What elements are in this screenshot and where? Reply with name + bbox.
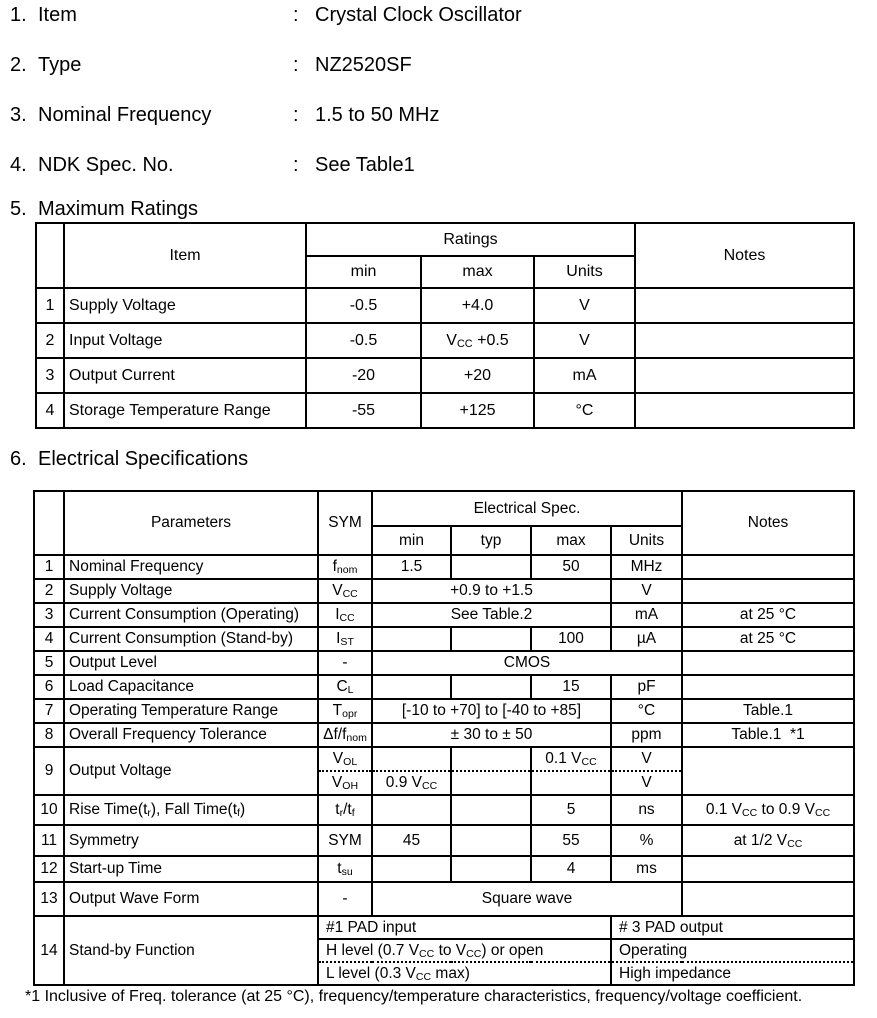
cell-notes [682,747,854,795]
cell-no: 11 [34,825,64,856]
cell-typ [451,555,531,579]
cell-typ [451,747,531,771]
cell-sym: $t_{su}$ [318,856,372,882]
table-row [34,825,854,856]
cell-notes: Table.1 [682,699,854,723]
cell-sym: SYM [318,825,372,856]
cell-min: 45 [372,825,451,856]
item-colon: : [293,154,299,176]
item-number: 4. [10,154,27,176]
cell-no: 8 [34,723,64,747]
cell-param: Current Consumption (Operating) [64,603,318,627]
cell-units: °C [534,393,635,428]
cell-min: -20 [306,358,421,393]
cell-units: ms [611,856,682,882]
section-number: 6. [10,448,27,470]
table-row [34,856,854,882]
cell-no: 2 [36,323,64,358]
cell-param: Nominal Frequency [64,555,318,579]
table-row [34,555,854,579]
header-min: min [372,526,451,555]
item-label: Type [38,54,82,76]
table-row [34,795,854,825]
cell-param: Current Consumption (Stand-by) [64,627,318,651]
header-ratings: Ratings [306,223,635,256]
table-row [34,882,854,916]
header-typ: typ [451,526,531,555]
section-title-text: Electrical Specifications [38,448,249,470]
item-number: 3. [10,104,27,126]
cell-units: mA [534,358,635,393]
cell-spec-span: CMOS [372,651,682,675]
cell-max: 5 [531,795,611,825]
cell-units: ns [611,795,682,825]
cell-item: Output Current [64,358,306,393]
header-blank [36,223,64,288]
header-units: Units [534,256,635,288]
cell-spec-span: [-10 to +70] to [-40 to +85] [372,699,611,723]
cell-units: µA [611,627,682,651]
cell-item: Storage Temperature Range [64,393,306,428]
cell-h-level: H level (0.7 $V_{CC}$ to $V_{CC}$) or open [318,939,611,962]
cell-units: MHz [611,555,682,579]
section-title-text: Maximum Ratings [38,198,199,220]
cell-no: 1 [34,555,64,579]
header-row-1 [36,223,854,256]
cell-notes [635,393,854,428]
cell-notes [682,675,854,699]
cell-notes: Table.1 *1 [682,723,854,747]
header-blank [34,491,64,555]
cell-spec-span: ± 30 to ± 50 [372,723,611,747]
header-units: Units [611,526,682,555]
cell-units: ppm [611,723,682,747]
cell-notes [682,651,854,675]
header-row-1 [34,491,854,526]
cell-max [531,771,611,795]
cell-typ [451,795,531,825]
spec-item-row [0,54,877,104]
header-sym: SYM [318,491,372,555]
cell-max: 100 [531,627,611,651]
cell-sym: $I_{CC}$ [318,603,372,627]
cell-sym: $C_L$ [318,675,372,699]
cell-notes [635,288,854,323]
cell-param: Overall Frequency Tolerance [64,723,318,747]
cell-param: Rise $Time(t_r)$, Fall $Time(t_f)$ [64,795,318,825]
cell-pad-input-header: #1 PAD input [318,916,611,939]
item-value: 1.5 to 50 MHz [315,104,440,126]
cell-param: Start-up Time [64,856,318,882]
section-5-heading [10,198,198,221]
item-number: 2. [10,54,27,76]
cell-pad-output-header: # 3 PAD output [611,916,854,939]
cell-no: 5 [34,651,64,675]
header-parameters: Parameters [64,491,318,555]
item-value: Crystal Clock Oscillator [315,4,522,26]
cell-param: Output Wave Form [64,882,318,916]
cell-max: +20 [421,358,534,393]
table-row [34,603,854,627]
table-row [36,393,854,428]
cell-l-level: L level (0.3 $V_{CC}$ max) [318,962,611,985]
spec-item-row [0,4,877,54]
header-notes: Notes [682,491,854,555]
cell-sym: $t_r/t_f$ [318,795,372,825]
cell-min: -0.5 [306,288,421,323]
cell-no: 4 [34,627,64,651]
cell-max: 0.1 $V_{CC}$ [531,747,611,771]
cell-no: 12 [34,856,64,882]
cell-typ [451,627,531,651]
max-ratings-table [35,222,855,429]
table-row [34,651,854,675]
cell-min: 0.9 $V_{CC}$ [372,771,451,795]
cell-no: 3 [34,603,64,627]
cell-notes: at 25 °C [682,603,854,627]
cell-min: -0.5 [306,323,421,358]
cell-no: 9 [34,747,64,795]
section-number: 5. [10,198,27,220]
cell-param: Output Level [64,651,318,675]
cell-sym: - [318,882,372,916]
cell-sym: $T_{opr}$ [318,699,372,723]
cell-no: 7 [34,699,64,723]
section-6-heading [10,448,248,471]
cell-param: Symmetry [64,825,318,856]
cell-spec-span: +0.9 to +1.5 [372,579,611,603]
cell-notes [682,579,854,603]
cell-units: °C [611,699,682,723]
cell-min [372,747,451,771]
cell-min: 1.5 [372,555,451,579]
cell-sym: $I_{ST}$ [318,627,372,651]
spec-summary-list [0,4,877,204]
cell-l-state: High impedance [611,962,854,985]
cell-min [372,795,451,825]
item-value: See Table1 [315,154,415,176]
table-row [34,916,854,939]
cell-min [372,627,451,651]
cell-typ [451,856,531,882]
table-row [34,723,854,747]
cell-max: $V_{CC} +0.5$ [421,323,534,358]
cell-sym: - [318,651,372,675]
cell-notes [682,856,854,882]
cell-sym: $V_{CC}$ [318,579,372,603]
cell-notes: at 1/2 $V_{CC}$ [682,825,854,856]
cell-max: 55 [531,825,611,856]
cell-notes [635,358,854,393]
table-row [34,699,854,723]
cell-typ [451,825,531,856]
item-number: 1. [10,4,27,26]
cell-no: 1 [36,288,64,323]
cell-units: V [611,747,682,771]
table-row [34,675,854,699]
cell-sym: $f_{nom}$ [318,555,372,579]
electrical-specifications-table [33,490,855,986]
cell-param: Load Capacitance [64,675,318,699]
cell-spec-span: See Table.2 [372,603,611,627]
cell-units: V [611,771,682,795]
item-label: Nominal Frequency [38,104,212,126]
cell-no: 3 [36,358,64,393]
table-row [34,747,854,771]
item-label: Item [38,4,77,26]
cell-units: V [611,579,682,603]
cell-param: Operating Temperature Range [64,699,318,723]
cell-no: 2 [34,579,64,603]
item-label: NDK Spec. No. [38,154,174,176]
cell-notes [635,323,854,358]
header-notes: Notes [635,223,854,288]
cell-sym: $V_{OH}$ [318,771,372,795]
cell-units: % [611,825,682,856]
cell-notes: 0.1 $V_{CC}$ to 0.9 $V_{CC}$ [682,795,854,825]
cell-no: 14 [34,916,64,985]
cell-no: 4 [36,393,64,428]
item-colon: : [293,4,299,26]
item-value: NZ2520SF [315,54,412,76]
cell-typ [451,771,531,795]
cell-item: Input Voltage [64,323,306,358]
table-row [34,579,854,603]
cell-sym: $\Delta f/f_{nom}$ [318,723,372,747]
cell-typ [451,675,531,699]
cell-max: 4 [531,856,611,882]
cell-no: 6 [34,675,64,699]
cell-units: V [534,288,635,323]
cell-h-state: Operating [611,939,854,962]
table-row [36,288,854,323]
table-row [34,627,854,651]
spec-item-row [0,154,877,204]
cell-max: 50 [531,555,611,579]
cell-no: 13 [34,882,64,916]
item-colon: : [293,104,299,126]
cell-notes [682,555,854,579]
header-electrical-spec: Electrical Spec. [372,491,682,526]
cell-min [372,856,451,882]
cell-max: 15 [531,675,611,699]
cell-min [372,675,451,699]
cell-max: +4.0 [421,288,534,323]
cell-notes [682,882,854,916]
header-min: min [306,256,421,288]
spec-item-row [0,104,877,154]
cell-param: Supply Voltage [64,579,318,603]
cell-max: +125 [421,393,534,428]
cell-min: -55 [306,393,421,428]
cell-units: mA [611,603,682,627]
cell-spec-span: Square wave [372,882,682,916]
footnote: *1 Inclusive of Freq. tolerance (at 25 °C), frequency/temperature characteristics, frequency/voltage coefficient. [25,988,803,1005]
cell-units: V [534,323,635,358]
header-max: max [531,526,611,555]
table-row [36,323,854,358]
table-row [36,358,854,393]
cell-param: Stand-by Function [64,916,318,985]
header-item: Item [64,223,306,288]
header-max: max [421,256,534,288]
cell-no: 10 [34,795,64,825]
cell-item: Supply Voltage [64,288,306,323]
cell-param: Output Voltage [64,747,318,795]
cell-units: pF [611,675,682,699]
item-colon: : [293,54,299,76]
cell-sym: $V_{OL}$ [318,747,372,771]
cell-notes: at 25 °C [682,627,854,651]
